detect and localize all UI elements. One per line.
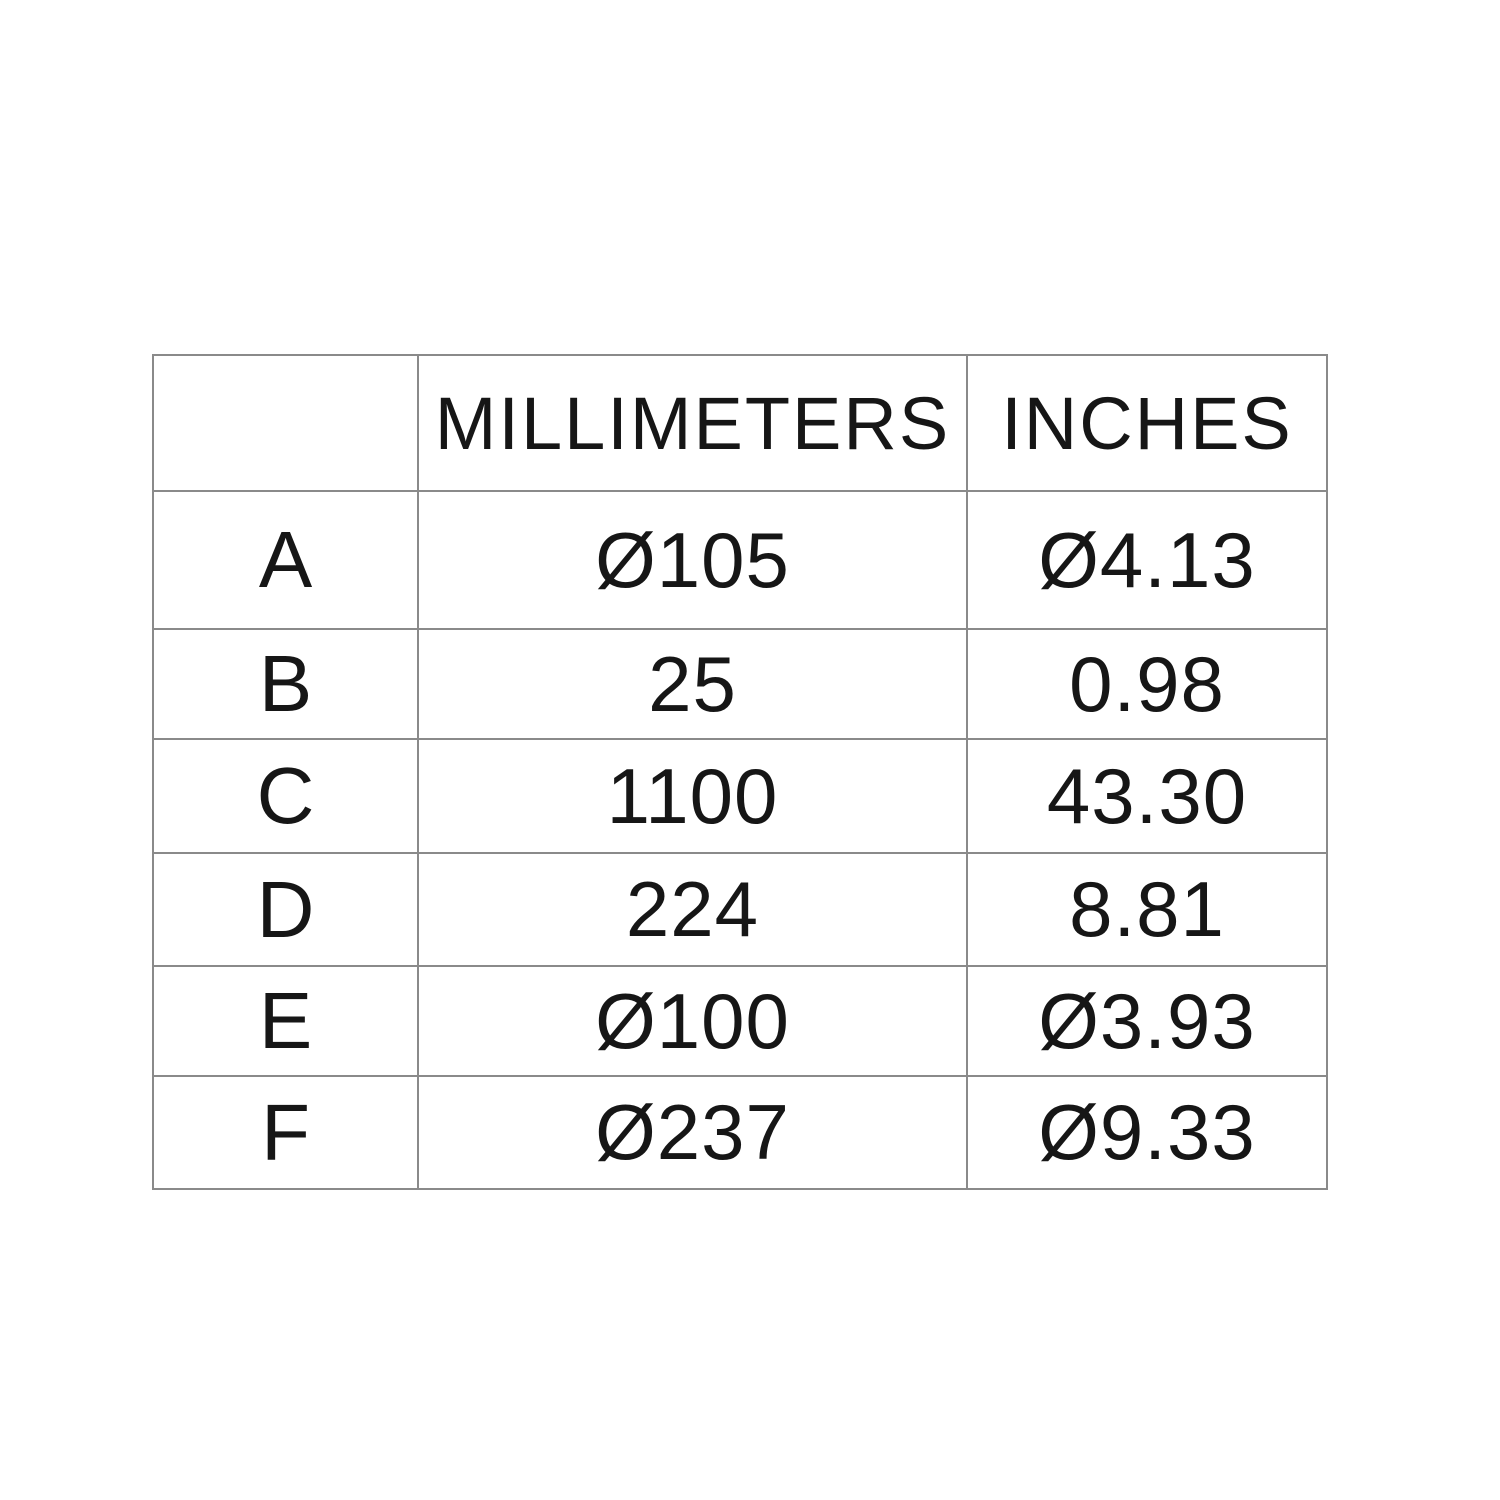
dimension-label: E <box>258 976 313 1065</box>
table-row-label-cell <box>154 1077 417 1188</box>
mm-value: 1100 <box>606 751 779 840</box>
dimension-label: F <box>261 1087 310 1177</box>
corner-cell <box>154 356 417 490</box>
table-row-label-cell <box>154 492 417 628</box>
mm-value: Ø100 <box>595 976 790 1065</box>
table-row-label-cell <box>154 854 417 965</box>
mm-value-cell <box>419 492 966 628</box>
inches-value: 8.81 <box>1069 865 1225 953</box>
column-header-millimeters <box>419 356 966 490</box>
mm-value: 25 <box>648 639 737 728</box>
mm-value: 224 <box>625 865 760 953</box>
column-header-label: MILLIMETERS <box>434 381 951 465</box>
column-header-inches <box>968 356 1326 490</box>
mm-value-cell <box>419 967 966 1075</box>
inches-value: 0.98 <box>1069 639 1225 728</box>
mm-value-cell <box>419 854 966 965</box>
inches-value: Ø9.33 <box>1038 1088 1256 1176</box>
mm-value: Ø237 <box>595 1088 790 1176</box>
table-row-label-cell <box>154 630 417 738</box>
inches-value-cell <box>968 740 1326 852</box>
inches-value-cell <box>968 854 1326 965</box>
mm-value-cell <box>419 1077 966 1188</box>
dimension-label: A <box>258 515 313 604</box>
inches-value: Ø3.93 <box>1038 976 1256 1065</box>
mm-value-cell <box>419 630 966 738</box>
inches-value-cell <box>968 492 1326 628</box>
column-header-label: INCHES <box>1001 381 1293 465</box>
inches-value: 43.30 <box>1046 751 1248 840</box>
dimension-label: B <box>258 639 313 728</box>
dimension-label: D <box>256 864 315 954</box>
table-row-label-cell <box>154 967 417 1075</box>
inches-value-cell <box>968 967 1326 1075</box>
dimension-label: C <box>256 751 315 840</box>
mm-value-cell <box>419 740 966 852</box>
inches-value-cell <box>968 630 1326 738</box>
inches-value-cell <box>968 1077 1326 1188</box>
inches-value: Ø4.13 <box>1038 515 1256 604</box>
table-row-label-cell <box>154 740 417 852</box>
dimensions-table <box>152 354 1328 1190</box>
mm-value: Ø105 <box>595 515 790 604</box>
